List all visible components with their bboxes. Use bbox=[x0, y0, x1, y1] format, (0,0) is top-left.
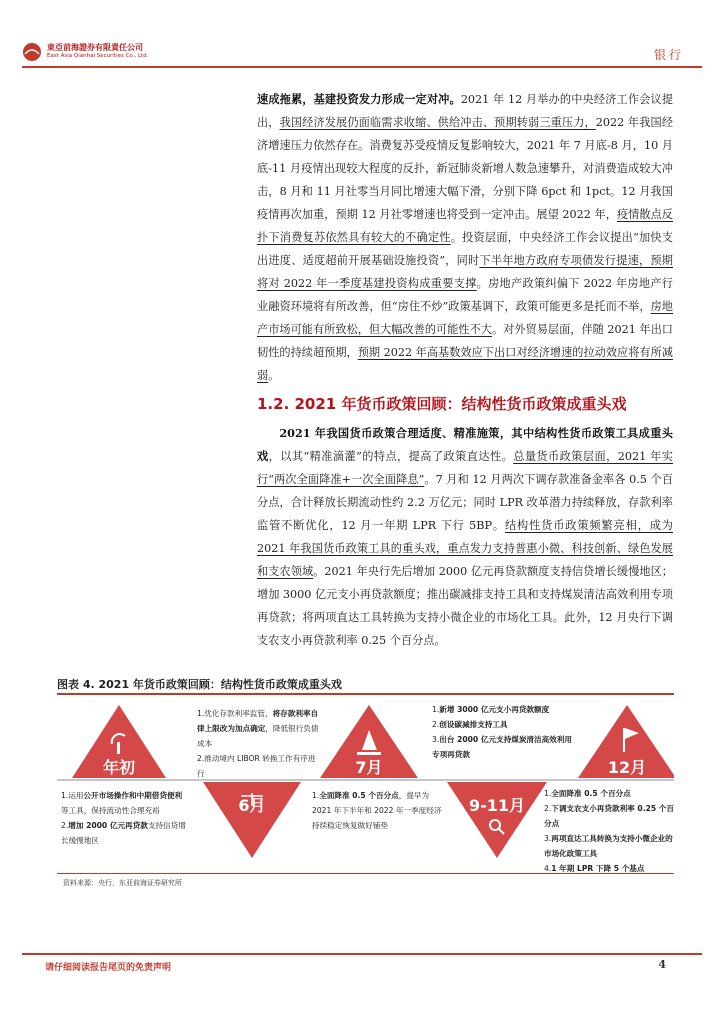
header-divider bbox=[22, 66, 702, 68]
paragraph-economy bbox=[257, 88, 673, 387]
paragraph-monetary-policy bbox=[257, 422, 673, 652]
para1-text: 。对外贸易层面，伴随 2021 年出口韧性的持续超预期， bbox=[257, 323, 673, 359]
section-heading: 1.2. 2021 年货币政策回顾：结构性货币政策成重头戏 bbox=[257, 395, 627, 413]
figure-title-divider bbox=[57, 693, 674, 695]
note-july bbox=[312, 788, 442, 833]
para1-bold-lead: 速成拖累，基建投资发力形成一定对冲。 bbox=[257, 92, 461, 106]
label-december: 12月 bbox=[607, 758, 647, 777]
note-item: 2.创设碳减排支持工具 bbox=[432, 720, 508, 729]
note-item: 1.优化存款利率监管，将存款利率自律上限改为加点确定，降低银行负债成本 bbox=[197, 709, 319, 748]
note-item: 4.1 年期 LPR 下降 5 个基点 bbox=[544, 864, 645, 873]
note-sep-nov bbox=[432, 702, 574, 762]
footer-divider bbox=[22, 953, 702, 955]
policy-timeline bbox=[57, 700, 674, 873]
note-item: 1.运用公开市场操作和中期借贷便利等工具，保持流动性合理充裕 bbox=[61, 791, 183, 815]
label-july: 7月 bbox=[355, 758, 383, 777]
para2-text: ，以其“精准滴灌”的特点，提高了政策直达性。 bbox=[268, 450, 514, 463]
figure-source: 资料来源：央行，东亚前海证券研究所 bbox=[63, 879, 182, 887]
label-early-year: 年初 bbox=[102, 758, 135, 777]
note-item: 2.推动境内 LIBOR 转换工作有序进行 bbox=[197, 754, 316, 778]
page-number: 4 bbox=[658, 958, 666, 971]
company-name-cn: 東亞前海證券有限責任公司 bbox=[47, 43, 143, 52]
para1-underline: 下半年地方政府专项债发行提速，预期将对 2022 年一季度基建投资构成重要支撑 bbox=[257, 254, 673, 290]
label-sep-nov: 9-11月 bbox=[468, 796, 526, 815]
note-early-year bbox=[61, 788, 189, 848]
figure-title: 图表 4. 2021 年货币政策回顾：结构性货币政策成重头戏 bbox=[57, 678, 342, 691]
para1-underline: 房地产市场可能有所致松，但大幅改善的可能性不大 bbox=[257, 300, 673, 336]
note-item: 3.两项直达工具转换为支持小微企业的市场化政策工具 bbox=[544, 834, 673, 858]
note-item: 3.出台 2000 亿元支持煤炭清洁高效利用专项再贷款 bbox=[432, 735, 572, 759]
logo-mark-icon bbox=[22, 42, 42, 62]
para1-text: 2022 年我国经济增速压力依然存在。消费复苏受疫情反复影响较大，2021 年 7 月底-8 月，10 月底-11 月疫情出现较大程度的反扑，新冠肺炎新增人数急速攀升，对消费造成较大冲击，8 月和 11 月社零当月同比增速大幅下滑，分别下降 6pct 和 1pct。12 月我国疫情再次加重，预期 12 月社零增速也将受到一定冲击。展望 2022 年， bbox=[257, 116, 673, 221]
label-june: 6月 bbox=[238, 796, 266, 815]
note-item: 1.新增 3000 亿元支小再贷款额度 bbox=[432, 705, 550, 714]
note-item: 2.增加 2000 亿元再贷款支持信贷增长缓慢地区 bbox=[61, 821, 186, 845]
report-category: 银行 bbox=[653, 48, 684, 62]
source-divider bbox=[57, 873, 674, 874]
para1-text: 。投资层面，中央经济工作会议提出“加快支出进度、适度超前开展基础设施投资”，同时 bbox=[257, 231, 673, 267]
para1-underline: 疫情散点反扑下消费复苏依然具有较大的不确定性 bbox=[257, 208, 673, 244]
para1-underline: 我国经济发展仍面临需求收缩、供给冲击、预期转弱三重压力， bbox=[279, 116, 596, 129]
para1-text: 2021 年 12 月举办的中央经济工作会议提出， bbox=[257, 93, 673, 129]
note-june bbox=[197, 706, 321, 781]
para2-text: 。7 月和 12 月两次下调存款准备金率各 0.5 个百分点，合计释放长期流动性约 2.2 万亿元；同时 LPR 改革潜力持续释放，存款利率监管不断优化，12 月一年期 LPR 下行 5BP。 bbox=[257, 473, 673, 532]
note-item: 1.全面降准 0.5 个百分点 bbox=[544, 789, 631, 798]
para2-underline: 结构性货币政策频繁亮相，成为 2021 年我国货币政策工具的重头戏，重点发力支持普惠小微、科技创新、绿色发展和支农领域 bbox=[257, 519, 673, 578]
footer-disclaimer: 请仔细阅读报告尾页的免责声明 bbox=[45, 963, 172, 973]
note-item: 1.全面降准 0.5 个百分点，提早为 2021 年下半年和 2022 年一季度经济持续稳定恢复做好铺垫 bbox=[312, 791, 442, 830]
note-item: 2.下调支农支小再贷款利率 0.25 个百分点 bbox=[544, 804, 674, 828]
para1-text: 。 bbox=[268, 369, 280, 382]
para2-underline: 总量货币政策层面，2021 年实行“两次全面降准+一次全面降息” bbox=[257, 450, 673, 486]
para1-text: 。房地产政策纠偏下 2022 年房地产行业融资环境将有所改善，但“房住不炒”政策基调下，政策可能更多是托而不举， bbox=[257, 277, 673, 313]
note-december bbox=[544, 786, 674, 876]
company-name-en: East Asia Qianhai Securities Co., Ltd. bbox=[47, 53, 149, 59]
company-logo bbox=[22, 40, 192, 66]
para2-bold-lead: 2021 年我国货币政策合理适度、精准施策，其中结构性货币政策工具成重头戏 bbox=[257, 426, 673, 463]
para2-text: 。2021 年央行先后增加 2000 亿元再贷款额度支持信贷增长缓慢地区；增加 3000 亿元支小再贷款额度；推出碳减排支持工具和支持煤炭清洁高效利用专项再贷款；将两项直达工具转换为支持小微企业的市场化工具。此外，12 月央行下调支农支小再贷款利率 0.25 个百分点。 bbox=[257, 565, 673, 647]
para1-underline: 预期 2022 年高基数效应下出口对经济增速的拉动效应将有所减弱 bbox=[257, 346, 673, 382]
